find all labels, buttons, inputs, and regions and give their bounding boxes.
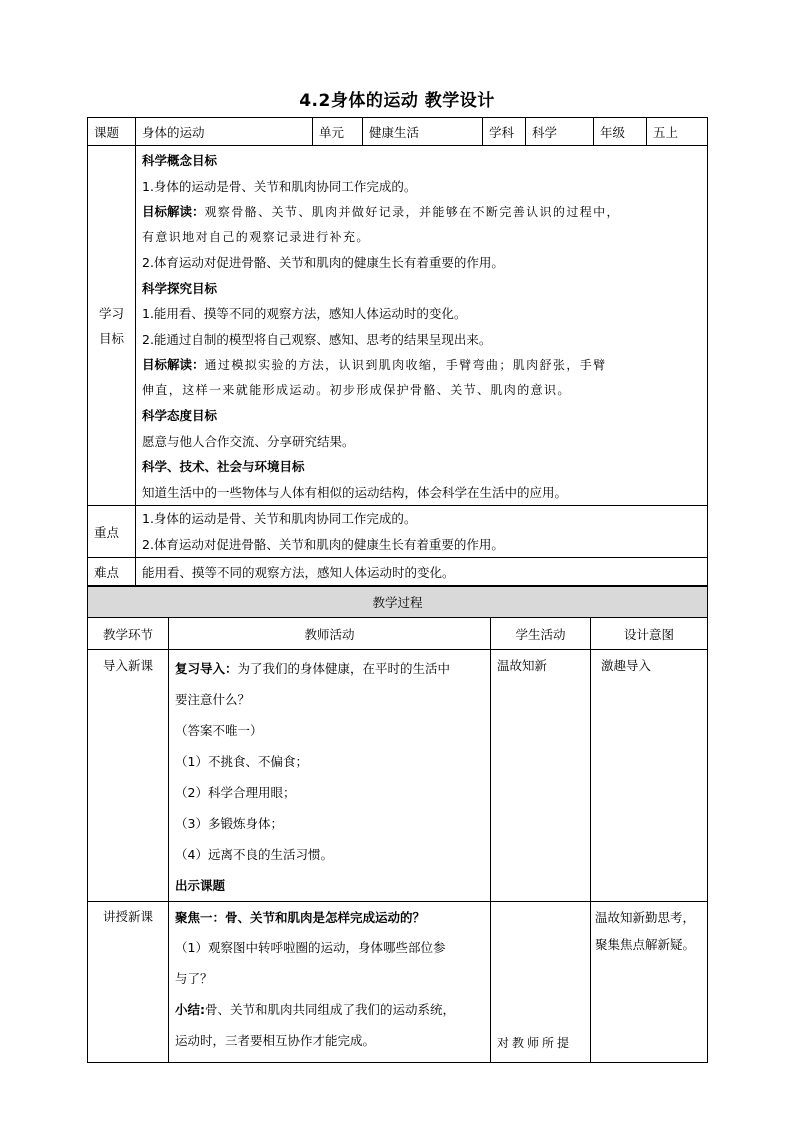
subject-label: 学科 xyxy=(483,118,526,146)
col-stage: 教学环节 xyxy=(88,618,169,650)
student-new: 对教师所提 xyxy=(491,902,591,1063)
teacher-intro: 复习导入：为了我们的身体健康，在平时的生活中 要注意什么？ （答案不唯一） （1）不挑食、不偏食； （2）科学合理用眼； （3）多锻炼身体； （4）远离不良的生活习惯。 出示课题 xyxy=(169,650,491,902)
intent-new: 温故知新勤思考， 聚集焦点解新疑。 xyxy=(591,902,708,1063)
stse-heading: 科学、技术、社会与环境目标 xyxy=(142,459,305,474)
key-points-label: 重点 xyxy=(88,506,136,558)
objectives-content xyxy=(136,146,708,506)
stage-new: 讲授新课 xyxy=(88,902,169,1063)
concept-heading: 科学概念目标 xyxy=(142,153,218,168)
unit-value: 健康生活 xyxy=(363,118,483,146)
process-heading: 教学过程 xyxy=(88,587,708,618)
topic-value: 身体的运动 xyxy=(136,118,313,146)
key-points-row xyxy=(88,506,708,558)
attitude-heading: 科学态度目标 xyxy=(142,408,218,423)
key-point-1: 1.身体的运动是骨、关节和肌肉协同工作完成的。 xyxy=(142,511,417,526)
inquiry-heading: 科学探究目标 xyxy=(142,280,218,296)
inquiry-item-1: 1.能用看、摸等不同的观察方法，感知人体运动时的变化。 xyxy=(142,306,467,321)
key-point-2: 2.体育运动对促进骨骼、关节和肌肉的健康生长有着重要的作用。 xyxy=(142,536,504,552)
process-row-new xyxy=(88,902,708,1063)
concept-note-cont: 有意识地对自己的观察记录进行补充。 xyxy=(142,229,370,244)
unit-label: 单元 xyxy=(313,118,363,146)
grade-value: 五上 xyxy=(647,118,708,146)
inquiry-note-cont: 伸直，这样一来就能形成运动。初步形成保护骨骼、关节、肌肉的意识。 xyxy=(142,382,571,397)
process-header-row xyxy=(88,618,708,650)
key-points-content xyxy=(136,506,708,558)
stse-item: 知道生活中的一些物体与人体有相似的运动结构，体会科学在生活中的应用。 xyxy=(142,484,568,500)
subject-value: 科学 xyxy=(526,118,594,146)
inquiry-item-2: 2.能通过自制的模型将自己观察、感知、思考的结果呈现出来。 xyxy=(142,331,492,347)
concept-item: 1.身体的运动是骨、关节和肌肉协同工作完成的。 xyxy=(142,178,417,194)
page-title: 4.2身体的运动 教学设计 xyxy=(299,91,495,111)
col-teacher: 教师活动 xyxy=(169,618,491,650)
teacher-new: 聚焦一：骨、关节和肌肉是怎样完成运动的？ （1）观察图中转呼啦圈的运动，身体哪些部位参 与了？ 小结:骨、关节和肌肉共同组成了我们的运动系统， 运动时，三者要相互协作才能完成。 xyxy=(169,902,491,1063)
process-heading-row xyxy=(88,587,708,618)
stage-intro: 导入新课 xyxy=(88,650,169,902)
attitude-item: 愿意与他人合作交流、分享研究结果。 xyxy=(142,433,355,449)
difficulty-label: 难点 xyxy=(88,558,136,586)
col-intent: 设计意图 xyxy=(591,618,708,650)
lesson-info-table xyxy=(87,117,708,586)
topic-label: 课题 xyxy=(88,118,136,146)
difficulty-row xyxy=(88,558,708,586)
concept-item-2: 2.体育运动对促进骨骼、关节和肌肉的健康生长有着重要的作用。 xyxy=(142,255,504,270)
grade-label: 年级 xyxy=(594,118,647,146)
col-student: 学生活动 xyxy=(491,618,591,650)
difficulty-content: 能用看、摸等不同的观察方法，感知人体运动时的变化。 xyxy=(136,558,708,586)
objectives-label: 学习 目标 xyxy=(88,146,136,506)
teaching-process-table xyxy=(87,586,708,1063)
intent-intro: 激趣导入 xyxy=(591,650,708,902)
student-intro: 温故知新 xyxy=(491,650,591,902)
concept-note: 目标解读：观察骨骼、关节、肌肉并做好记录，并能够在不断完善认识的过程中， xyxy=(142,204,620,219)
info-row xyxy=(88,118,708,146)
inquiry-note: 目标解读：通过模拟实验的方法，认识到肌肉收缩，手臂弯曲；肌肉舒张，手臂 xyxy=(142,357,607,372)
lesson-plan xyxy=(87,117,707,1063)
objectives-row xyxy=(88,146,708,506)
process-row-intro xyxy=(88,650,708,902)
